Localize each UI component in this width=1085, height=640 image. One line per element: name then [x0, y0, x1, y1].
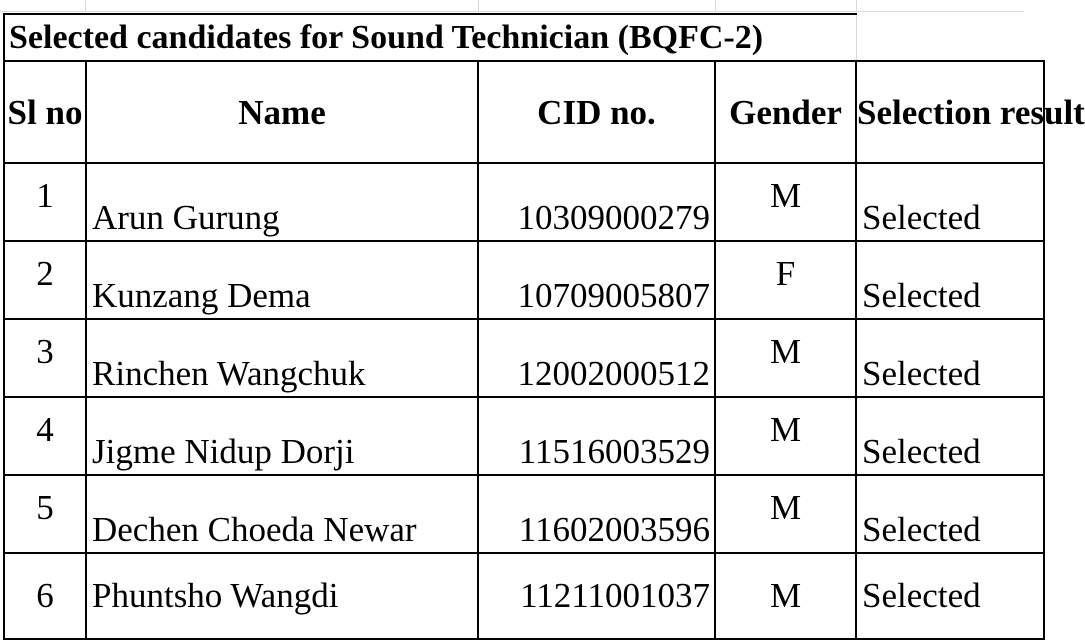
cell-sl[interactable]: 3 — [4, 319, 86, 397]
table-title[interactable]: Selected candidates for Sound Technician (BQFC-2) — [4, 14, 856, 61]
cell-gender[interactable]: M — [715, 397, 856, 475]
cell-gender[interactable]: M — [715, 553, 856, 639]
empty-cell[interactable] — [856, 14, 1044, 61]
cell-cid[interactable]: 12002000512 — [478, 319, 715, 397]
cell-cid[interactable]: 11602003596 — [478, 475, 715, 553]
cell-name[interactable]: Jigme Nidup Dorji — [86, 397, 478, 475]
cell-cid[interactable]: 10709005807 — [478, 241, 715, 319]
cell-result[interactable]: Selected — [856, 163, 1044, 241]
header-row — [4, 61, 1044, 163]
cell-gender[interactable]: M — [715, 163, 856, 241]
table-row — [4, 553, 1044, 639]
cell-gender[interactable]: F — [715, 241, 856, 319]
cell-sl[interactable]: 6 — [4, 553, 86, 639]
cell-name[interactable]: Kunzang Dema — [86, 241, 478, 319]
cell-result[interactable]: Selected — [856, 319, 1044, 397]
table-row — [4, 163, 1044, 241]
cell-sl[interactable]: 4 — [4, 397, 86, 475]
cell-gender[interactable]: M — [715, 475, 856, 553]
cell-cid[interactable]: 11516003529 — [478, 397, 715, 475]
header-sl-no[interactable]: Sl no — [4, 61, 86, 163]
table-row — [4, 241, 1044, 319]
cell-result[interactable]: Selected — [856, 397, 1044, 475]
cell-sl[interactable]: 5 — [4, 475, 86, 553]
header-name[interactable]: Name — [86, 61, 478, 163]
header-selection-result[interactable]: Selection result — [856, 61, 1044, 163]
cell-result[interactable]: Selected — [856, 475, 1044, 553]
title-row — [4, 14, 1044, 61]
cell-name[interactable]: Phuntsho Wangdi — [86, 553, 478, 639]
cell-sl[interactable]: 1 — [4, 163, 86, 241]
cell-name[interactable]: Rinchen Wangchuk — [86, 319, 478, 397]
cell-result[interactable]: Selected — [856, 241, 1044, 319]
cell-name[interactable]: Arun Gurung — [86, 163, 478, 241]
cell-gender[interactable]: M — [715, 319, 856, 397]
cell-cid[interactable]: 10309000279 — [478, 163, 715, 241]
table-row — [4, 397, 1044, 475]
header-gender[interactable]: Gender — [715, 61, 856, 163]
table-row — [4, 475, 1044, 553]
cell-cid[interactable]: 11211001037 — [478, 553, 715, 639]
cell-name[interactable]: Dechen Choeda Newar — [86, 475, 478, 553]
cell-sl[interactable]: 2 — [4, 241, 86, 319]
cell-result[interactable]: Selected — [856, 553, 1044, 639]
candidates-table — [3, 13, 1085, 640]
gridline-strip — [0, 0, 1024, 12]
header-cid-no[interactable]: CID no. — [478, 61, 715, 163]
table-row — [4, 319, 1044, 397]
